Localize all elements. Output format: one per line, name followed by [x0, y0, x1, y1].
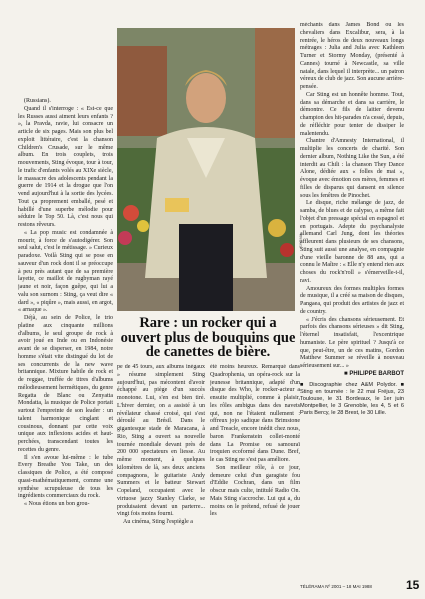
paragraph: Chantre d'Amnesty International, il multiplie les concerts de charité. Son dernier album, Nothing Like the Sun, a été interdit au Chili : la chanson They Dance Alone, dédiée aux « folles de mai », évoque avec émotion ces mères, femmes et filles de disparus qui dansent en silence sous les fenêtres de Pinochet.: [300, 138, 404, 199]
paragraph: « J'écris des chansons sérieusement. Et parfois des chansons sérieuses » dit Sting, l'éternel insatisfait, l'excentrique humaniste. Le père spirituel ? Jusqu'à ce que, peut-être, un de ces matins, Gordon Matthew Summer se réveille à nouveau sérieusement sur... »: [300, 316, 404, 369]
paragraph: Le disque, riche mélange de jazz, de samba, de blues et de calypso, a même fait l'objet d'un pressage spécial en espagnol et en portugais. Adepte du psychanalyste allemand Carl Jung, dont les théories affleurent dans plusieurs de ses chansons, Sting suit aussi une analyse, en compagnie d'une vieille baronne de 88 ans, qui a connu le Maître : « Elle n'y entend rien aux choses du rock'n'roll » s'émerveille-t-il, ravi.: [300, 200, 404, 284]
article-column-4: [300, 22, 404, 582]
photo-credit: SYGMA: [298, 233, 303, 248]
paragraph: « La pop music est condamnée à mourir, à force de s'autodigérer. Son seul salut, c'est le métissage. » Curieux paradoxe. Voilà Sting qui se pose en sauveur d'un rock dont il se préoccupe à peu près autant que de sa première layette, ce maillot de rugbyman rayé jaune et noir, façon guêpe, qui lui a valu son surnom : Sting, ça veut dire « dard », « piqûre », mais aussi, en argot, « arnaque ».: [18, 229, 113, 314]
paragraph: été moins heureux. Remarqué dans Quadrophenia, un opéra-rock sur la jeunesse britannique, adapté d'un disque des Who, le rocker-acteur a ensuite multiplié, comme à plaisir, les rôles ambigus dans des navets qui, non ne l'étaient nullement : offreux jojo sadique dans Brimstone and Treacle, encore inédit chez nous, baron Frankenstein collet-monté dans La Promise ou samouraï iroquien ecoformé dans Dune. Bref, le cas Sting ne s'est pas améliore.: [210, 364, 300, 463]
page-number: 15: [406, 578, 420, 592]
paragraph: pe de 45 tours, aux albums inégaux » résume simplement Sting aujourd'hui, pas mécontent d'avoir échappé au piège d'un succès monotone. Lui, s'en est bien tiré. L'hiver dernier, on a assisté à un révélateur chassé croisé, qui s'est déroulé au Brésil. Dans le gigantesque stade de Maracana, à Rio, Sting a ouvert sa nouvelle tournée mondiale devant près de 200 000 spectateurs en liesse. Au même moment, à quelques kilomètres de là, ses deux anciens compagnons, le guitariste Andy Summers et le batteur Stewart Copeland, occupaient avec le virtuose jazzy Stanley Clarke, se produisaient devant un parterre... vingt fois moins fourni.: [117, 364, 205, 518]
paragraph: « Nous étions un bon grou-: [24, 501, 90, 507]
portrait-illustration: [117, 28, 295, 311]
discography-tour-info: ■ Discographie chez A&M Polydor. ■ Sting en tournée : le 22 mai Fréjus, 23 Toulouse, le 31 Bordeaux, le 1er juin Montpellier, le 3 Grenoble, les 4, 5 et 6 Paris Bercy, le 28 Brest, le 30 Lille.: [300, 381, 404, 416]
paragraph: méchants dans James Bond ou les chevaliers dans Excalibur, sera, à la rentrée, le héros de deux nouveaux longs métrages : Julia and Julia avec Kathleen Turner et Stormy Monday, (présenté à Cannes) tourné à Newcastle, sa ville natale, dans lequel il interprète... un patron véreux de club de jazz. Son aucune arrière-pensée.: [300, 22, 404, 90]
paragraph: Son meilleur rôle, à ce jour, demeure celui d'un garagiste fou d'Eddie Cochran, dans un film obscur mais culte, intitulé Radio On. Mais Sting s'accroche. Lui qui a, du moins on le prétend, refusé de jouer les: [210, 464, 300, 518]
pull-quote-headline: Rare : un rocker qui a ouvert plus de bouquins que de canettes de bière.: [120, 315, 296, 360]
paragraph: Il s'en avoue lui-même : le tube Every Breathe You Take, un des classiques de Police, a été composé quasi-mathématiquement, comme une synthèse scrupuleuse de tous les ingrédients commerciaux du rock.: [18, 454, 113, 500]
sting-portrait-photo: [117, 28, 295, 311]
article-column-3: [210, 364, 300, 584]
paragraph: Au cinéma, Sting l'espiègle a: [123, 519, 193, 525]
article-column-2: [117, 364, 205, 584]
article-column-1: [18, 98, 113, 584]
paragraph: Amoureux des formes multiples formes de musique, il a créé sa maison de disques, Pangaea, qui produit des artistes de jazz et de country.: [300, 285, 404, 315]
paragraph: (Russians).: [24, 98, 51, 104]
paragraph: Quand il s'interroge : « Est-ce que les Russes aussi aiment leurs enfants ? », la Pravda, ravie, lui consacre un article de six pages. Mais son plus bel exploit littéraire, c'est la chanson Children's Crusade, sur le même album. En trois couplets, trois mouvements, Sting évoque, tour à tour, le trafic d'enfants volés au XIXe siècle, le massacre des adolescents pendant la guerre de 1914 et la drogue que l'on vend aujourd'hui à la sortie des lycées. Tout ça proprement emballé, pesé et habillé d'une superbe mélodie pour séduire le Top 50. Là, c'est nous qui restons rêveurs.: [18, 105, 113, 228]
author-signature: ■ PHILIPPE BARBOT: [344, 370, 404, 377]
paragraph: Déjà, au sein de Police, le trio platine aux cinquante millions d'albums, le seul groupe de rock à avoir joué en Inde ou en Indonésie avant de se disperser, en 1984, notre homme s'était vite distingué du lot de ses concurrents de la new wave britannique. Mixture habile de rock et de reggae, truffée de titres d'albums mélodieusement hermétiques, du genre Regatta de Blanc ou Zenyatta Mondatta, la musique de Police portait surtout l'empreinte de son leader : un talent harmonique cinglant et cousinous, donnant par cette voix unique aux inflexions acides et haut-perchées, transcendant toutes les recettes du genre.: [18, 315, 113, 453]
magazine-footer: TÉLÉRAMA Nº 2001 – 18 MAI 1988: [300, 584, 372, 589]
paragraph: Car Sting est un honnête homme. Tout, dans sa démarche et dans sa carrière, le démontre. Ce fils de laitier devenu champion des hit-parades n'a cessé, depuis, de réfléchir pour tenter de dissiper le malentendu.: [300, 91, 404, 137]
